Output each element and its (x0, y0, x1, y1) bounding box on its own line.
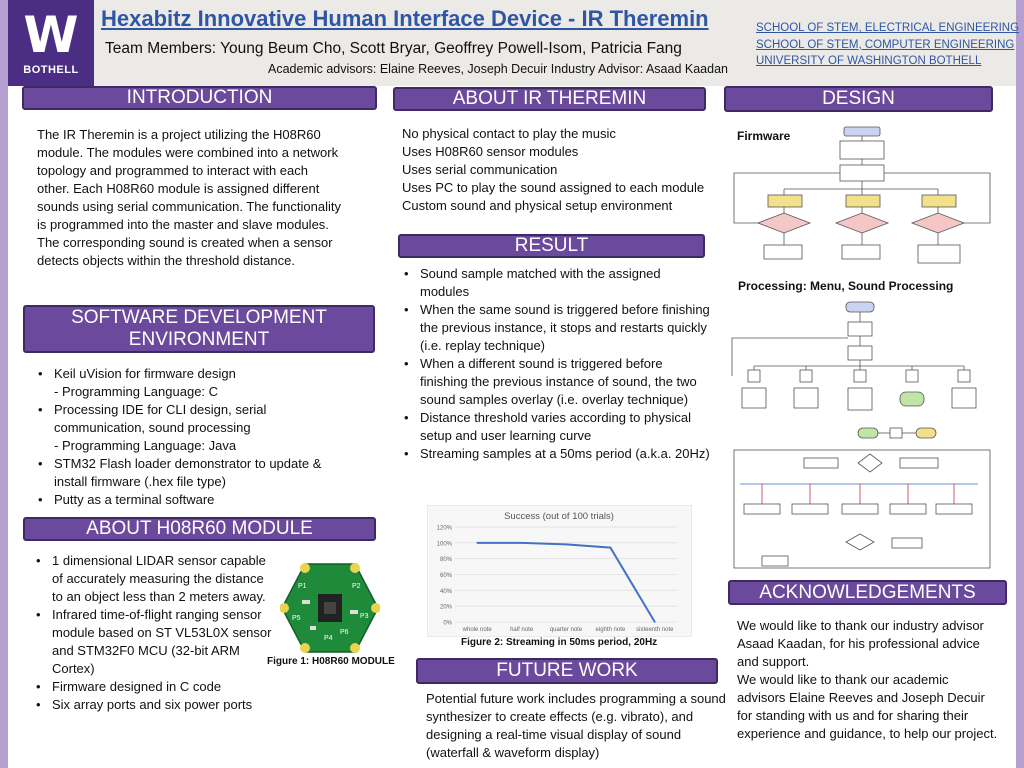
figure-2-caption: Figure 2: Streaming in 50ms period, 20Hz (461, 637, 658, 648)
list-item: • Distance threshold varies according to physical setup and user learning curve (400, 409, 712, 445)
advisors-line: Academic advisors: Elaine Reeves, Joseph Decuir Industry Advisor: Asaad Kaadan (268, 62, 728, 76)
list-item: • Infrared time-of-flight ranging sensor module based on ST VL53L0X sensor and STM32F0 MCU (32-bit ARM Cortex) (32, 606, 272, 678)
result-heading: RESULT (398, 234, 705, 258)
about-heading: ABOUT IR THEREMIN (393, 87, 706, 111)
module-heading: ABOUT H08R60 MODULE (23, 517, 376, 541)
school-link[interactable]: UNIVERSITY OF WASHINGTON BOTHELL (756, 55, 982, 67)
left-border (0, 0, 8, 768)
pcb-label: P3 (360, 613, 369, 620)
h08r60-module-image (280, 562, 380, 654)
list-item: • Keil uVision for firmware design - Programming Language: C (34, 365, 344, 401)
software-heading (23, 305, 375, 353)
school-link[interactable]: SCHOOL OF STEM, COMPUTER ENGINEERING (756, 38, 1015, 51)
introduction-text: The IR Theremin is a project utilizing the H08R60 module. The modules were combined into a network topology and programmed to interact with each other. Each H08R60 module is assigned different sounds using serial communication. The functionality is programmed into the master and slave modules. The corresponding sound is created when a sensor detects objects within the threshold distance. (37, 127, 341, 268)
chart-xtick-label: half note (510, 627, 534, 633)
acknowledgement-paragraph: We would like to thank our academic advisors Elaine Reeves and Joseph Decuir for standing with us and for sharing their experience and guidance, to help our project. (737, 672, 998, 741)
acknowledgement-paragraph: We would like to thank our industry advisor Asaad Kaadan, for his professional advice and support. (737, 618, 984, 669)
chart-ytick-label: 100% (436, 541, 452, 548)
list-item: • When a different sound is triggered before finishing the previous instance of sound, the two sound samples overlay (i.e. overlay technique) (400, 355, 712, 409)
acknowledgements-heading: ACKNOWLEDGEMENTS (728, 580, 1007, 605)
chart-xtick-label: sixteenth note (636, 627, 674, 633)
list-item: • Processing IDE for CLI design, serial communication, sound processing - Programming Language: Java (34, 401, 344, 455)
about-line: Custom sound and physical setup environment (402, 198, 673, 213)
figure-1-caption: Figure 1: H08R60 MODULE (267, 656, 395, 667)
logo-letter: W (23, 6, 79, 64)
chart-ytick-label: 40% (439, 588, 452, 595)
software-heading-line2: ENVIRONMENT (128, 329, 270, 350)
chart-ytick-label: 20% (439, 604, 452, 611)
about-line: Uses PC to play the sound assigned to each module (402, 180, 705, 195)
chart-ytick-label: 60% (439, 573, 452, 579)
about-line: Uses H08R60 sensor modules (402, 144, 579, 159)
about-lines (402, 125, 722, 215)
school-link[interactable]: SCHOOL OF STEM, ELECTRICAL ENGINEERING (756, 22, 1020, 34)
chart-xtick-label: whole note (462, 627, 492, 633)
software-heading-line1: SOFTWARE DEVELOPMENT (71, 307, 327, 328)
list-item: • Six array ports and six power ports (32, 696, 272, 714)
team-members: Team Members: Young Beum Cho, Scott Bryar, Geoffrey Powell-Isom, Patricia Fang (105, 40, 682, 57)
pcb-label: P5 (292, 615, 301, 622)
about-line: Uses serial communication (402, 162, 558, 177)
pcb-label: P4 (324, 635, 333, 642)
pcb-label: P6 (340, 629, 349, 636)
chart-data-point (565, 544, 567, 546)
list-item: • STM32 Flash loader demonstrator to update & install firmware (.hex file type) (34, 455, 344, 491)
future-text: Potential future work includes programming a sound synthesizer to create effects (e.g. vibrato), and designing a real-time visual display of sound (waterfall & waveform display) (426, 691, 726, 760)
school-links (756, 20, 1019, 70)
chart-title: Success (out of 100 trials) (504, 511, 614, 522)
result-list (400, 265, 712, 463)
right-border (1016, 0, 1024, 768)
processing-label: Processing: Menu, Sound Processing (738, 279, 954, 293)
logo-text: BOTHELL (23, 64, 79, 76)
firmware-flowchart (728, 125, 996, 273)
design-heading: DESIGN (724, 86, 993, 112)
list-item: • Sound sample matched with the assigned modules (400, 265, 712, 301)
future-heading: FUTURE WORK (416, 658, 718, 684)
uw-bothell-logo (8, 0, 94, 86)
list-sub-item: - Programming Language: C (54, 384, 219, 399)
list-item: • 1 dimensional LIDAR sensor capable of accurately measuring the distance to an object less than 2 meters away. (32, 552, 272, 606)
about-line: No physical contact to play the music (402, 126, 616, 141)
list-item: • Putty as a terminal software (34, 491, 344, 509)
acknowledgements-text (737, 617, 999, 743)
firmware-label: Firmware (737, 129, 791, 143)
chart-ytick-label: 80% (439, 557, 452, 564)
chart-data-point (476, 542, 478, 544)
list-item: • Firmware designed in C code (32, 678, 272, 696)
chart-xtick-label: eighth note (595, 627, 626, 633)
chart-ytick-label: 0% (443, 620, 452, 627)
pcb-label: P2 (352, 583, 361, 590)
list-item: • When the same sound is triggered before finishing the previous instance, it stops and restarts quickly (i.e. replay technique) (400, 301, 712, 355)
list-item: • Streaming samples at a 50ms period (a.k.a. 20Hz) (400, 445, 712, 463)
processing-flowchart (728, 298, 996, 580)
introduction-heading: INTRODUCTION (22, 86, 377, 110)
chart-data-point (610, 547, 612, 549)
chart-data-point (654, 621, 656, 623)
software-list (34, 365, 344, 509)
chart-xtick-label: quarter note (549, 627, 583, 633)
list-sub-item: - Programming Language: Java (54, 438, 237, 453)
chart-data-point (521, 542, 523, 544)
poster-title[interactable]: Hexabitz Innovative Human Interface Device - IR Theremin (101, 6, 709, 31)
module-list (32, 552, 272, 714)
success-chart (427, 505, 692, 637)
chart-ytick-label: 120% (436, 525, 452, 532)
pcb-label: P1 (298, 583, 307, 590)
